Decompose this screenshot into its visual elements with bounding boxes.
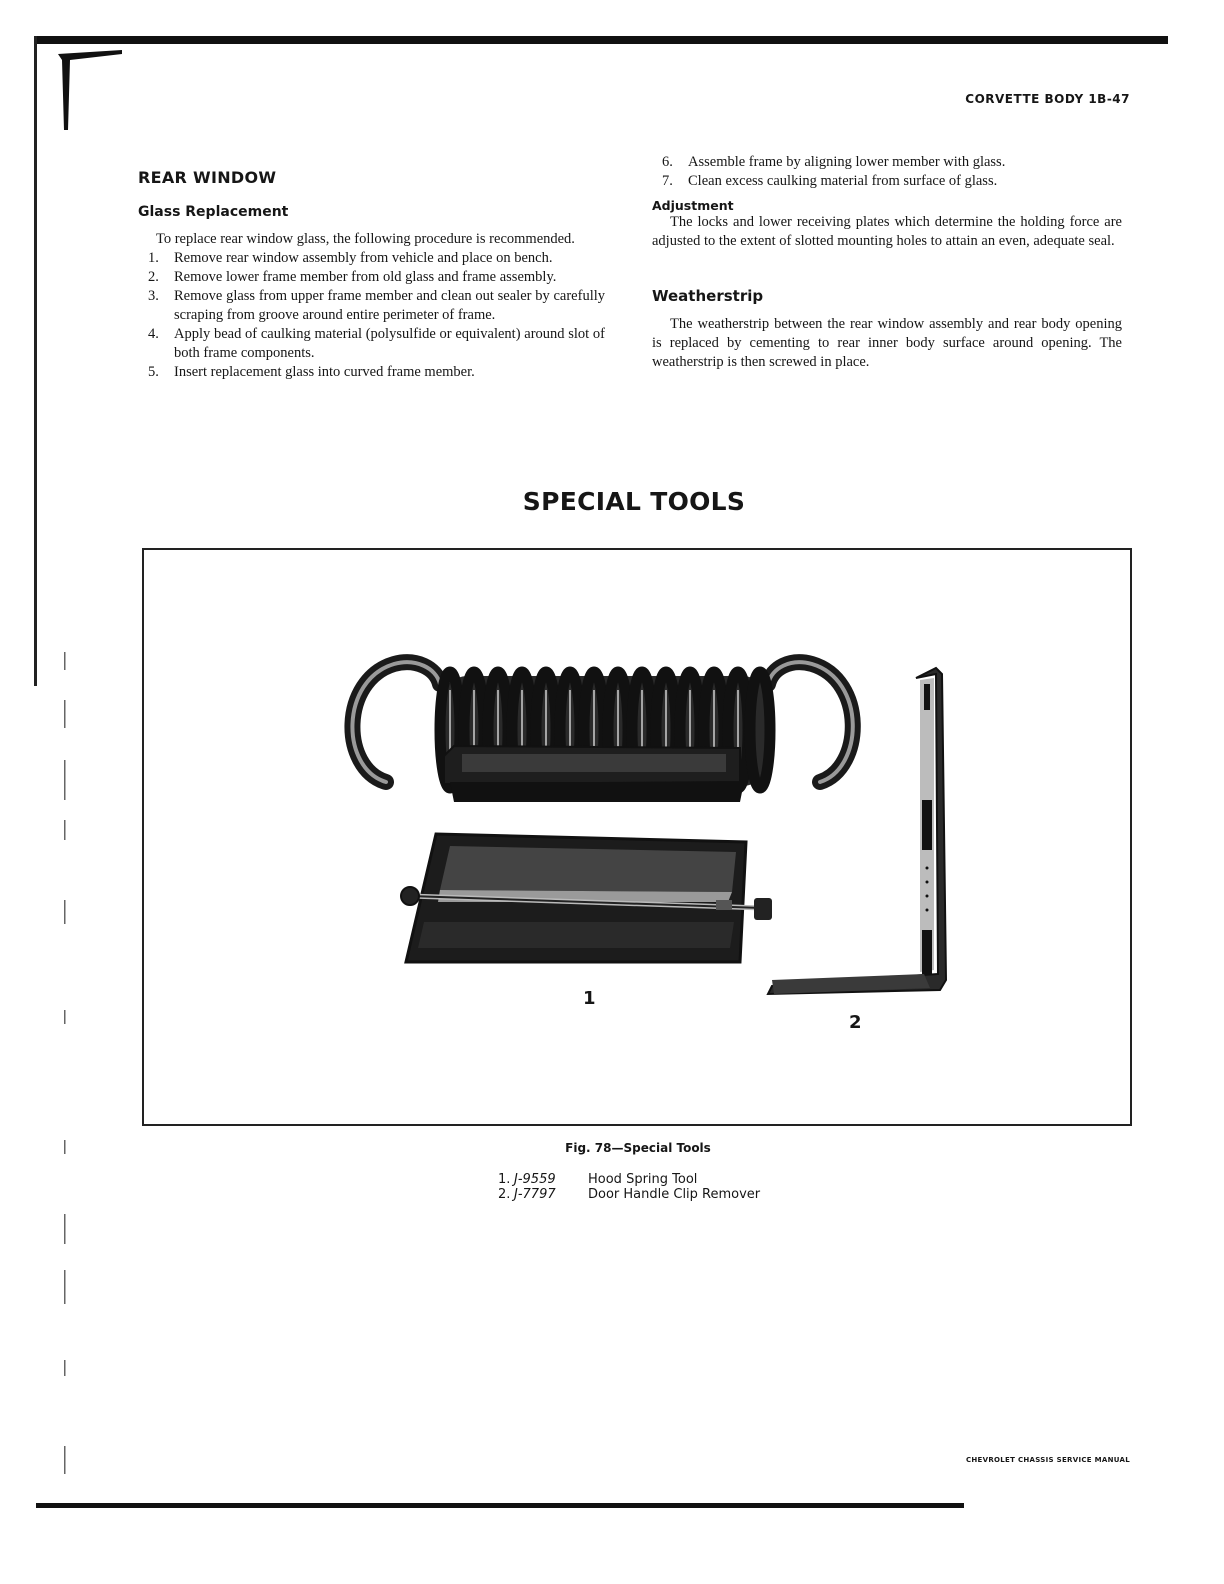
legend-row: 2. J-7797 Door Handle Clip Remover	[498, 1187, 761, 1202]
figure-caption: Fig. 78—Special Tools	[565, 1141, 711, 1155]
figure-label-1: 1	[583, 988, 596, 1009]
bottom-rule	[36, 1503, 964, 1508]
figure-legend	[498, 1172, 760, 1202]
hood-spring-tool-image	[352, 662, 852, 802]
special-tools-title: SPECIAL TOOLS	[522, 487, 746, 516]
weatherstrip-title: Weatherstrip	[652, 287, 764, 305]
running-head: CORVETTE BODY 1B-47	[965, 92, 1130, 106]
top-rule	[36, 36, 1168, 44]
tools-illustration	[144, 550, 1130, 1124]
subsection-title-glass-replacement: Glass Replacement	[138, 204, 289, 220]
figure-label-2: 2	[849, 1012, 862, 1033]
step-item: 4. Apply bead of caulking material (polysulfide or equivalent) around slot of both frame components.	[148, 326, 605, 361]
glass-replacement-steps	[138, 249, 605, 382]
left-margin-bar	[34, 36, 37, 686]
section-title-rear-window: REAR WINDOW	[138, 168, 277, 187]
adjustment-title: Adjustment	[652, 198, 734, 213]
step-item: 7. Clean excess caulking material from surface of glass.	[662, 173, 998, 189]
step-item: 5. Insert replacement glass into curved frame member.	[148, 364, 475, 380]
footer-manual-title: CHEVROLET CHASSIS SERVICE MANUAL	[965, 1456, 1130, 1464]
special-tools-figure	[142, 548, 1132, 1126]
intro-paragraph: To replace rear window glass, the following procedure is recommended.	[156, 231, 575, 247]
step-item: 6. Assemble frame by aligning lower member with glass.	[662, 154, 1006, 170]
legend-row: 1. J-9559 Hood Spring Tool	[498, 1172, 698, 1187]
left-margin-specks	[60, 0, 76, 1584]
right-column	[652, 153, 1122, 372]
frame-assembly-steps	[652, 153, 1122, 191]
step-item: 3. Remove glass from upper frame member and clean out sealer by carefully scraping from groove around entire perimeter of frame.	[148, 288, 605, 323]
left-column	[138, 168, 605, 382]
step-item: 1. Remove rear window assembly from vehicle and place on bench.	[148, 250, 553, 266]
step-item: 2. Remove lower frame member from old glass and frame assembly.	[148, 269, 557, 285]
weatherstrip-paragraph: The weatherstrip between the rear window assembly and rear body opening is replaced by cementing to rear inner body surface around opening. The weatherstrip is then screwed in place.	[652, 316, 1122, 370]
adjustment-paragraph: The locks and lower receiving plates which determine the holding force are adjusted to the extent of slotted mounting holes to attain an even, adequate seal.	[652, 214, 1122, 249]
spring-frame-plate-image	[401, 834, 772, 962]
